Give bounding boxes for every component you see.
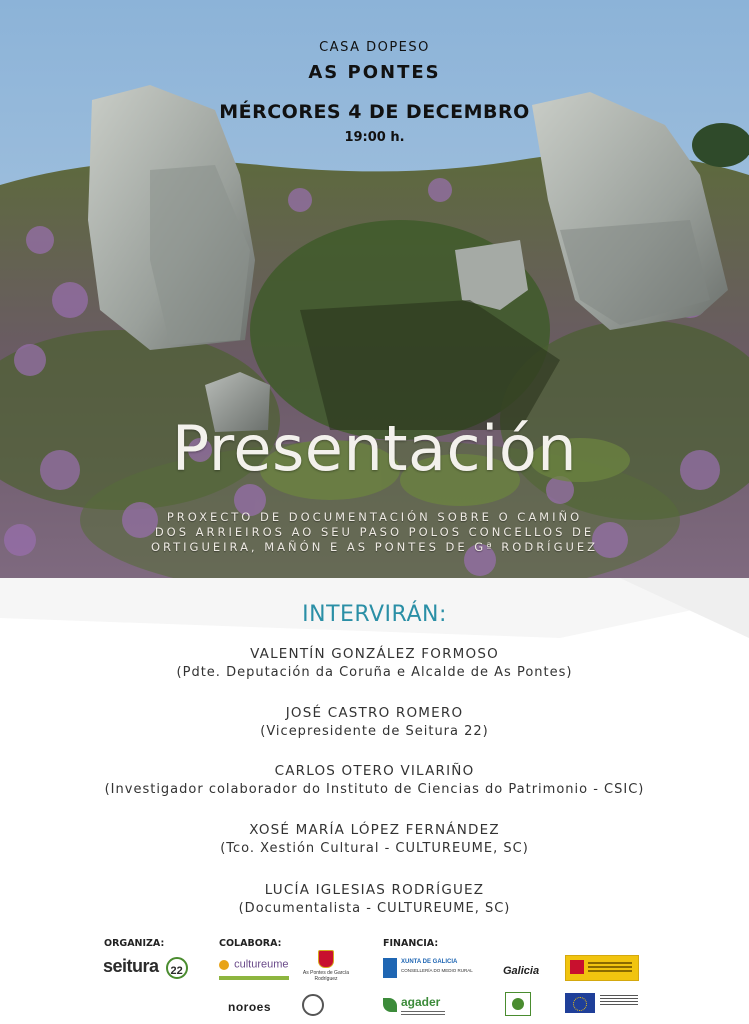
- speaker-entry: [0, 705, 749, 739]
- subtitle-line: ORTIGUEIRA, MAÑÓN E AS PONTES DE Gª RODRÍGUEZ: [150, 540, 599, 554]
- crest-icon: [318, 950, 334, 968]
- eu-flag-icon: [565, 993, 595, 1013]
- leader-logo: [505, 992, 531, 1016]
- speaker-role: (Documentalista - CULTUREUME, SC): [238, 901, 511, 916]
- speaker-name: VALENTÍN GONZÁLEZ FORMOSO: [250, 646, 499, 662]
- speaker-entry: [0, 882, 749, 916]
- xunta-flag-icon: [383, 958, 397, 978]
- speaker-role: (Vicepresidente de Seitura 22): [260, 724, 489, 739]
- speaker-role: (Pdte. Deputación da Coruña e Alcalde de As Pontes): [176, 665, 573, 680]
- speaker-name: XOSÉ MARÍA LÓPEZ FERNÁNDEZ: [249, 822, 500, 838]
- organiza-label: ORGANIZA:: [104, 938, 165, 949]
- as-pontes-logo: As Pontes de García Rodríguez: [300, 950, 352, 988]
- speaker-role: (Tco. Xestión Cultural - CULTUREUME, SC): [220, 841, 529, 856]
- page-title: Presentación: [171, 412, 578, 485]
- sun-icon: [219, 960, 229, 970]
- venue-name: CASA DOPESO: [319, 40, 430, 55]
- agader-leaf-icon: [383, 998, 397, 1012]
- eu-stars-icon: [573, 997, 587, 1011]
- seitura-badge: 22: [166, 957, 188, 979]
- financia-label: FINANCIA:: [383, 938, 439, 949]
- event-date: MÉRCORES 4 DE DECEMBRO: [219, 101, 530, 123]
- cultureume-logo: cultureume: [219, 954, 299, 984]
- project-subtitle: [60, 510, 689, 555]
- seitura-logo: seitura 22: [103, 956, 199, 984]
- eu-caption: [600, 995, 640, 1011]
- noroes-logo: noroes: [228, 1000, 272, 1014]
- speaker-name: LUCÍA IGLESIAS RODRÍGUEZ: [264, 882, 485, 898]
- spain-text-lines: [588, 962, 632, 964]
- speaker-entry: [0, 646, 749, 680]
- subtitle-line: DOS ARRIEIROS AO SEU PASO POLOS CONCELLOS DE: [154, 525, 595, 539]
- venue-town: AS PONTES: [308, 62, 441, 83]
- seal-icon: [302, 994, 324, 1016]
- cultureume-underline: [219, 976, 289, 980]
- eu-caption-lines: [600, 995, 638, 996]
- speaker-role: (Investigador colaborador do Instituto de Ciencias do Patrimonio - CSIC): [104, 782, 645, 797]
- speaker-name: JOSÉ CASTRO ROMERO: [285, 705, 464, 721]
- galicia-logo: Galicia: [503, 965, 540, 977]
- speaker-entry: [0, 763, 749, 797]
- spain-gov-logo: [565, 955, 639, 981]
- colabora-label: COLABORA:: [219, 938, 282, 949]
- agader-logo: agader: [383, 994, 453, 1018]
- speaker-name: CARLOS OTERO VILARIÑO: [274, 763, 475, 779]
- leader-emblem-icon: [512, 998, 524, 1010]
- speakers-heading: INTERVIRÁN:: [302, 602, 447, 627]
- spain-flag-icon: [570, 960, 584, 974]
- xunta-logo: XUNTA DE GALICIA CONSELLERÍA DO MEDIO RURAL: [383, 956, 483, 982]
- speaker-entry: [0, 822, 749, 856]
- event-time: 19:00 h.: [344, 130, 405, 145]
- agader-caption-lines: [401, 1011, 445, 1012]
- subtitle-line: PROXECTO DE DOCUMENTACIÓN SOBRE O CAMIÑO: [166, 510, 583, 524]
